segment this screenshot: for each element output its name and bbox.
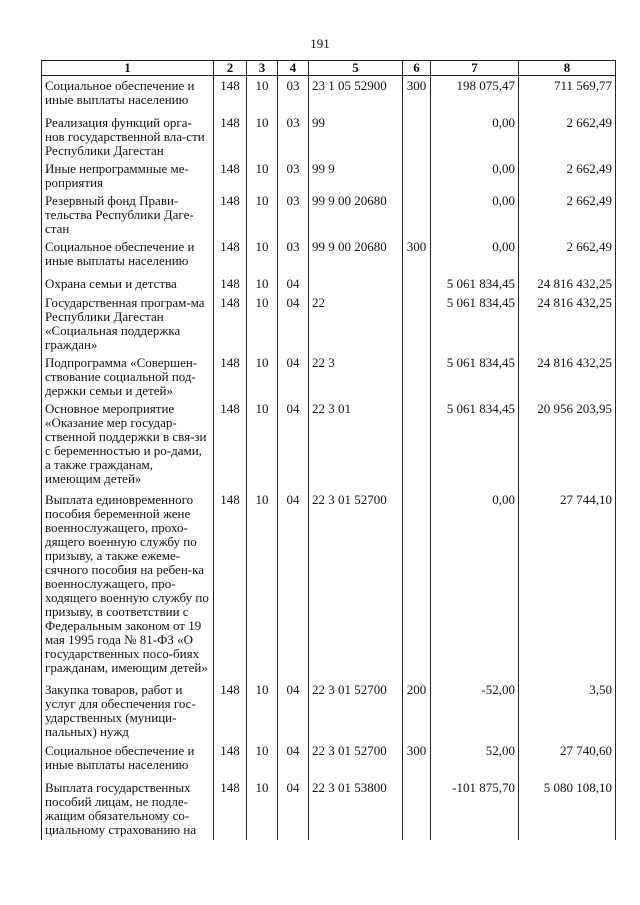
table-row	[42, 159, 616, 191]
item-name: Выплата государственных пособий лицам, не подле-жащим обязательному со-циальному страхованию на	[42, 778, 214, 840]
admin-code: 148	[214, 76, 247, 113]
section-code: 10	[247, 741, 278, 778]
section-code: 10	[247, 159, 278, 191]
column-header: 2	[214, 61, 247, 76]
section-code: 10	[247, 76, 278, 113]
expense-type-code	[403, 274, 431, 293]
item-name: Реализация функций орга-нов государственной вла-сти Республики Дагестан	[42, 113, 214, 159]
amount-total: 20 956 203,95	[519, 399, 616, 490]
admin-code: 148	[214, 399, 247, 490]
section-code: 10	[247, 274, 278, 293]
item-name: Закупка товаров, работ и услуг для обеспечения гос-ударственных (муници-пальных) нужд	[42, 680, 214, 741]
column-header: 6	[403, 61, 431, 76]
column-header: 8	[519, 61, 616, 76]
subsection-code: 04	[278, 353, 309, 399]
amount-change: -101 875,70	[431, 778, 519, 840]
item-name: Социальное обеспечение и иные выплаты населению	[42, 76, 214, 113]
table-row	[42, 293, 616, 353]
amount-total: 27 744,10	[519, 490, 616, 680]
expense-type-code	[403, 353, 431, 399]
subsection-code: 04	[278, 399, 309, 490]
admin-code: 148	[214, 274, 247, 293]
subsection-code: 03	[278, 237, 309, 274]
target-article-code: 22	[309, 293, 403, 353]
amount-change: 5 061 834,45	[431, 274, 519, 293]
table-row	[42, 191, 616, 237]
table-row	[42, 778, 616, 840]
amount-change: 0,00	[431, 237, 519, 274]
section-code: 10	[247, 490, 278, 680]
amount-total: 24 816 432,25	[519, 274, 616, 293]
expense-type-code: 300	[403, 741, 431, 778]
section-code: 10	[247, 113, 278, 159]
table-row	[42, 274, 616, 293]
target-article-code: 22 3 01	[309, 399, 403, 490]
expense-type-code: 200	[403, 680, 431, 741]
column-header: 3	[247, 61, 278, 76]
table-row	[42, 741, 616, 778]
column-header: 1	[42, 61, 214, 76]
target-article-code: 99 9	[309, 159, 403, 191]
amount-change: 0,00	[431, 113, 519, 159]
expense-type-code	[403, 778, 431, 840]
amount-total: 3,50	[519, 680, 616, 741]
column-header: 4	[278, 61, 309, 76]
admin-code: 148	[214, 191, 247, 237]
subsection-code: 04	[278, 778, 309, 840]
item-name: Социальное обеспечение и иные выплаты населению	[42, 741, 214, 778]
amount-change: 0,00	[431, 191, 519, 237]
expense-type-code	[403, 191, 431, 237]
section-code: 10	[247, 191, 278, 237]
subsection-code: 03	[278, 113, 309, 159]
admin-code: 148	[214, 113, 247, 159]
amount-total: 27 740,60	[519, 741, 616, 778]
target-article-code: 23 1 05 52900	[309, 76, 403, 113]
amount-change: 198 075,47	[431, 76, 519, 113]
column-header: 5	[309, 61, 403, 76]
table-row	[42, 237, 616, 274]
item-name: Подпрограмма «Совершен-ствование социальной под-держки семьи и детей»	[42, 353, 214, 399]
amount-change: 0,00	[431, 490, 519, 680]
admin-code: 148	[214, 490, 247, 680]
section-code: 10	[247, 353, 278, 399]
subsection-code: 03	[278, 191, 309, 237]
expense-type-code	[403, 399, 431, 490]
expense-type-code: 300	[403, 76, 431, 113]
section-code: 10	[247, 293, 278, 353]
expense-type-code	[403, 490, 431, 680]
subsection-code: 03	[278, 159, 309, 191]
target-article-code: 22 3 01 53800	[309, 778, 403, 840]
subsection-code: 04	[278, 274, 309, 293]
section-code: 10	[247, 680, 278, 741]
section-code: 10	[247, 778, 278, 840]
item-name: Охрана семьи и детства	[42, 274, 214, 293]
table-body	[42, 76, 616, 840]
amount-total: 2 662,49	[519, 237, 616, 274]
target-article-code: 22 3 01 52700	[309, 490, 403, 680]
amount-total: 2 662,49	[519, 159, 616, 191]
expense-type-code	[403, 113, 431, 159]
amount-change: 52,00	[431, 741, 519, 778]
target-article-code: 99	[309, 113, 403, 159]
item-name: Основное мероприятие «Оказание мер государ-ственной поддержки в свя-зи с беременностью и ро-дами, а также гражданам, имеющим детей»	[42, 399, 214, 490]
expense-type-code: 300	[403, 237, 431, 274]
amount-change: -52,00	[431, 680, 519, 741]
budget-table	[41, 60, 616, 840]
admin-code: 148	[214, 353, 247, 399]
subsection-code: 04	[278, 680, 309, 741]
amount-total: 24 816 432,25	[519, 293, 616, 353]
target-article-code: 22 3 01 52700	[309, 741, 403, 778]
target-article-code: 22 3 01 52700	[309, 680, 403, 741]
amount-total: 24 816 432,25	[519, 353, 616, 399]
section-code: 10	[247, 399, 278, 490]
table-header-row	[42, 61, 616, 76]
table-row	[42, 113, 616, 159]
target-article-code: 99 9 00 20680	[309, 237, 403, 274]
subsection-code: 03	[278, 76, 309, 113]
admin-code: 148	[214, 680, 247, 741]
admin-code: 148	[214, 741, 247, 778]
admin-code: 148	[214, 237, 247, 274]
item-name: Выплата единовременного пособия беременной жене военнослужащего, прохо-дящего военную службу по призыву, а также ежеме-сячного пособия на ребен-ка военнослужащего, про-ходящего военную службу по призыву, в соответствии с Федеральным законом от 19 мая 1995 года № 81-ФЗ «О государственных посо-биях гражданам, имеющим детей»	[42, 490, 214, 680]
target-article-code: 99 9 00 20680	[309, 191, 403, 237]
amount-change: 0,00	[431, 159, 519, 191]
amount-total: 711 569,77	[519, 76, 616, 113]
subsection-code: 04	[278, 293, 309, 353]
admin-code: 148	[214, 293, 247, 353]
page-number: 191	[310, 36, 330, 51]
table-row	[42, 76, 616, 113]
subsection-code: 04	[278, 490, 309, 680]
amount-change: 5 061 834,45	[431, 293, 519, 353]
table-row	[42, 399, 616, 490]
amount-total: 5 080 108,10	[519, 778, 616, 840]
item-name: Иные непрограммные ме-роприятия	[42, 159, 214, 191]
item-name: Социальное обеспечение и иные выплаты населению	[42, 237, 214, 274]
item-name: Резервный фонд Прави-тельства Республики Даге-стан	[42, 191, 214, 237]
table-row	[42, 490, 616, 680]
section-code: 10	[247, 237, 278, 274]
item-name: Государственная програм-ма Республики Дагестан «Социальная поддержка граждан»	[42, 293, 214, 353]
admin-code: 148	[214, 778, 247, 840]
admin-code: 148	[214, 159, 247, 191]
table-row	[42, 680, 616, 741]
expense-type-code	[403, 159, 431, 191]
subsection-code: 04	[278, 741, 309, 778]
target-article-code: 22 3	[309, 353, 403, 399]
target-article-code	[309, 274, 403, 293]
expense-type-code	[403, 293, 431, 353]
amount-change: 5 061 834,45	[431, 399, 519, 490]
column-header: 7	[431, 61, 519, 76]
amount-total: 2 662,49	[519, 113, 616, 159]
amount-change: 5 061 834,45	[431, 353, 519, 399]
table-row	[42, 353, 616, 399]
amount-total: 2 662,49	[519, 191, 616, 237]
